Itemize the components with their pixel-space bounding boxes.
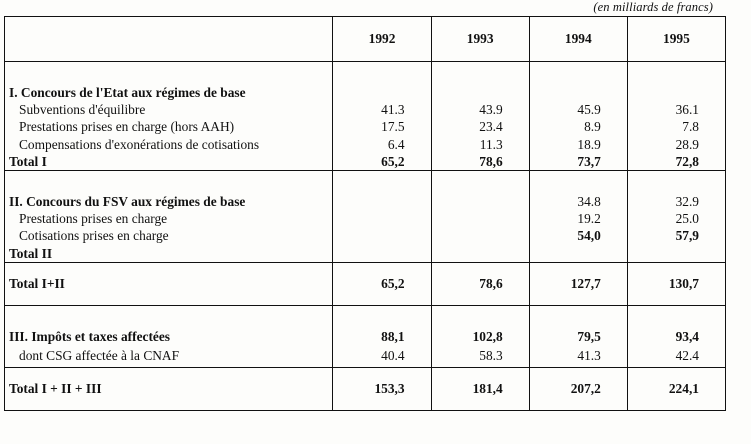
row-label: dont CSG affectée à la CNAF: [5, 345, 333, 368]
cell-value: 36.1: [627, 101, 725, 118]
table-row: [5, 136, 726, 153]
year-header: 1993: [431, 17, 529, 62]
cell-value: 79,5: [529, 328, 627, 345]
total-value: 65,2: [333, 262, 431, 305]
table-row: [5, 227, 726, 244]
total-value: 78,6: [431, 153, 529, 171]
cell-value: 43.9: [431, 101, 529, 118]
cell-value: 58.3: [431, 345, 529, 368]
row-label: Subventions d'équilibre: [5, 101, 333, 118]
total-label: Total I+II: [5, 262, 333, 305]
total-value: 78,6: [431, 262, 529, 305]
grand-total-row: [5, 367, 726, 410]
cell-value: 6.4: [333, 136, 431, 153]
total-value: [333, 245, 431, 263]
cell-value: 32.9: [627, 193, 725, 210]
section3-title-row: [5, 328, 726, 345]
total-label: Total I: [5, 153, 333, 171]
total-value: [529, 245, 627, 263]
total-row: [5, 245, 726, 263]
header-row: [5, 17, 726, 62]
cell-value: 25.0: [627, 210, 725, 227]
header-empty: [5, 17, 333, 62]
cell-value: 11.3: [431, 136, 529, 153]
row-label: Cotisations prises en charge: [5, 227, 333, 244]
total-row: [5, 262, 726, 305]
table-row: [5, 118, 726, 135]
section-title: II. Concours du FSV aux régimes de base: [5, 193, 333, 210]
section-title: I. Concours de l'Etat aux régimes de base: [5, 84, 333, 101]
total-value: [431, 245, 529, 263]
total-label: Total II: [5, 245, 333, 263]
section-title: III. Impôts et taxes affectées: [5, 328, 333, 345]
total-row: [5, 153, 726, 171]
year-header: 1995: [627, 17, 725, 62]
cell-value: 88,1: [333, 328, 431, 345]
row-label: Prestations prises en charge (hors AAH): [5, 118, 333, 135]
total-value: 65,2: [333, 153, 431, 171]
cell-value: [431, 227, 529, 244]
table-row: [5, 210, 726, 227]
cell-value: [431, 193, 529, 210]
cell-value: 7.8: [627, 118, 725, 135]
cell-value: 19.2: [529, 210, 627, 227]
cell-value: [333, 227, 431, 244]
total-value: 127,7: [529, 262, 627, 305]
row-label: Compensations d'exonérations de cotisations: [5, 136, 333, 153]
cell-value: 102,8: [431, 328, 529, 345]
total-value: 181,4: [431, 367, 529, 410]
section2-title-row: [5, 193, 726, 210]
cell-value: 45.9: [529, 101, 627, 118]
cell-value: 54,0: [529, 227, 627, 244]
cell-value: 23.4: [431, 118, 529, 135]
data-table: [4, 16, 726, 411]
total-value: 224,1: [627, 367, 725, 410]
cell-value: [333, 210, 431, 227]
row-label: Prestations prises en charge: [5, 210, 333, 227]
section1-title-row: [5, 84, 726, 101]
total-value: 73,7: [529, 153, 627, 171]
cell-value: 18.9: [529, 136, 627, 153]
cell-value: 41.3: [529, 345, 627, 368]
cell-value: 40.4: [333, 345, 431, 368]
unit-note: (en milliards de francs): [593, 0, 713, 14]
total-value: [627, 245, 725, 263]
cell-value: [431, 210, 529, 227]
cell-value: 41.3: [333, 101, 431, 118]
year-header: 1992: [333, 17, 431, 62]
cell-value: 17.5: [333, 118, 431, 135]
total-value: 207,2: [529, 367, 627, 410]
cell-value: 42.4: [627, 345, 725, 368]
total-value: 72,8: [627, 153, 725, 171]
cell-value: 93,4: [627, 328, 725, 345]
year-header: 1994: [529, 17, 627, 62]
cell-value: 57,9: [627, 227, 725, 244]
cell-value: 8.9: [529, 118, 627, 135]
total-value: 130,7: [627, 262, 725, 305]
table-row: [5, 345, 726, 368]
cell-value: 28.9: [627, 136, 725, 153]
cell-value: [333, 193, 431, 210]
total-label: Total I + II + III: [5, 367, 333, 410]
total-value: 153,3: [333, 367, 431, 410]
cell-value: 34.8: [529, 193, 627, 210]
table-row: [5, 101, 726, 118]
